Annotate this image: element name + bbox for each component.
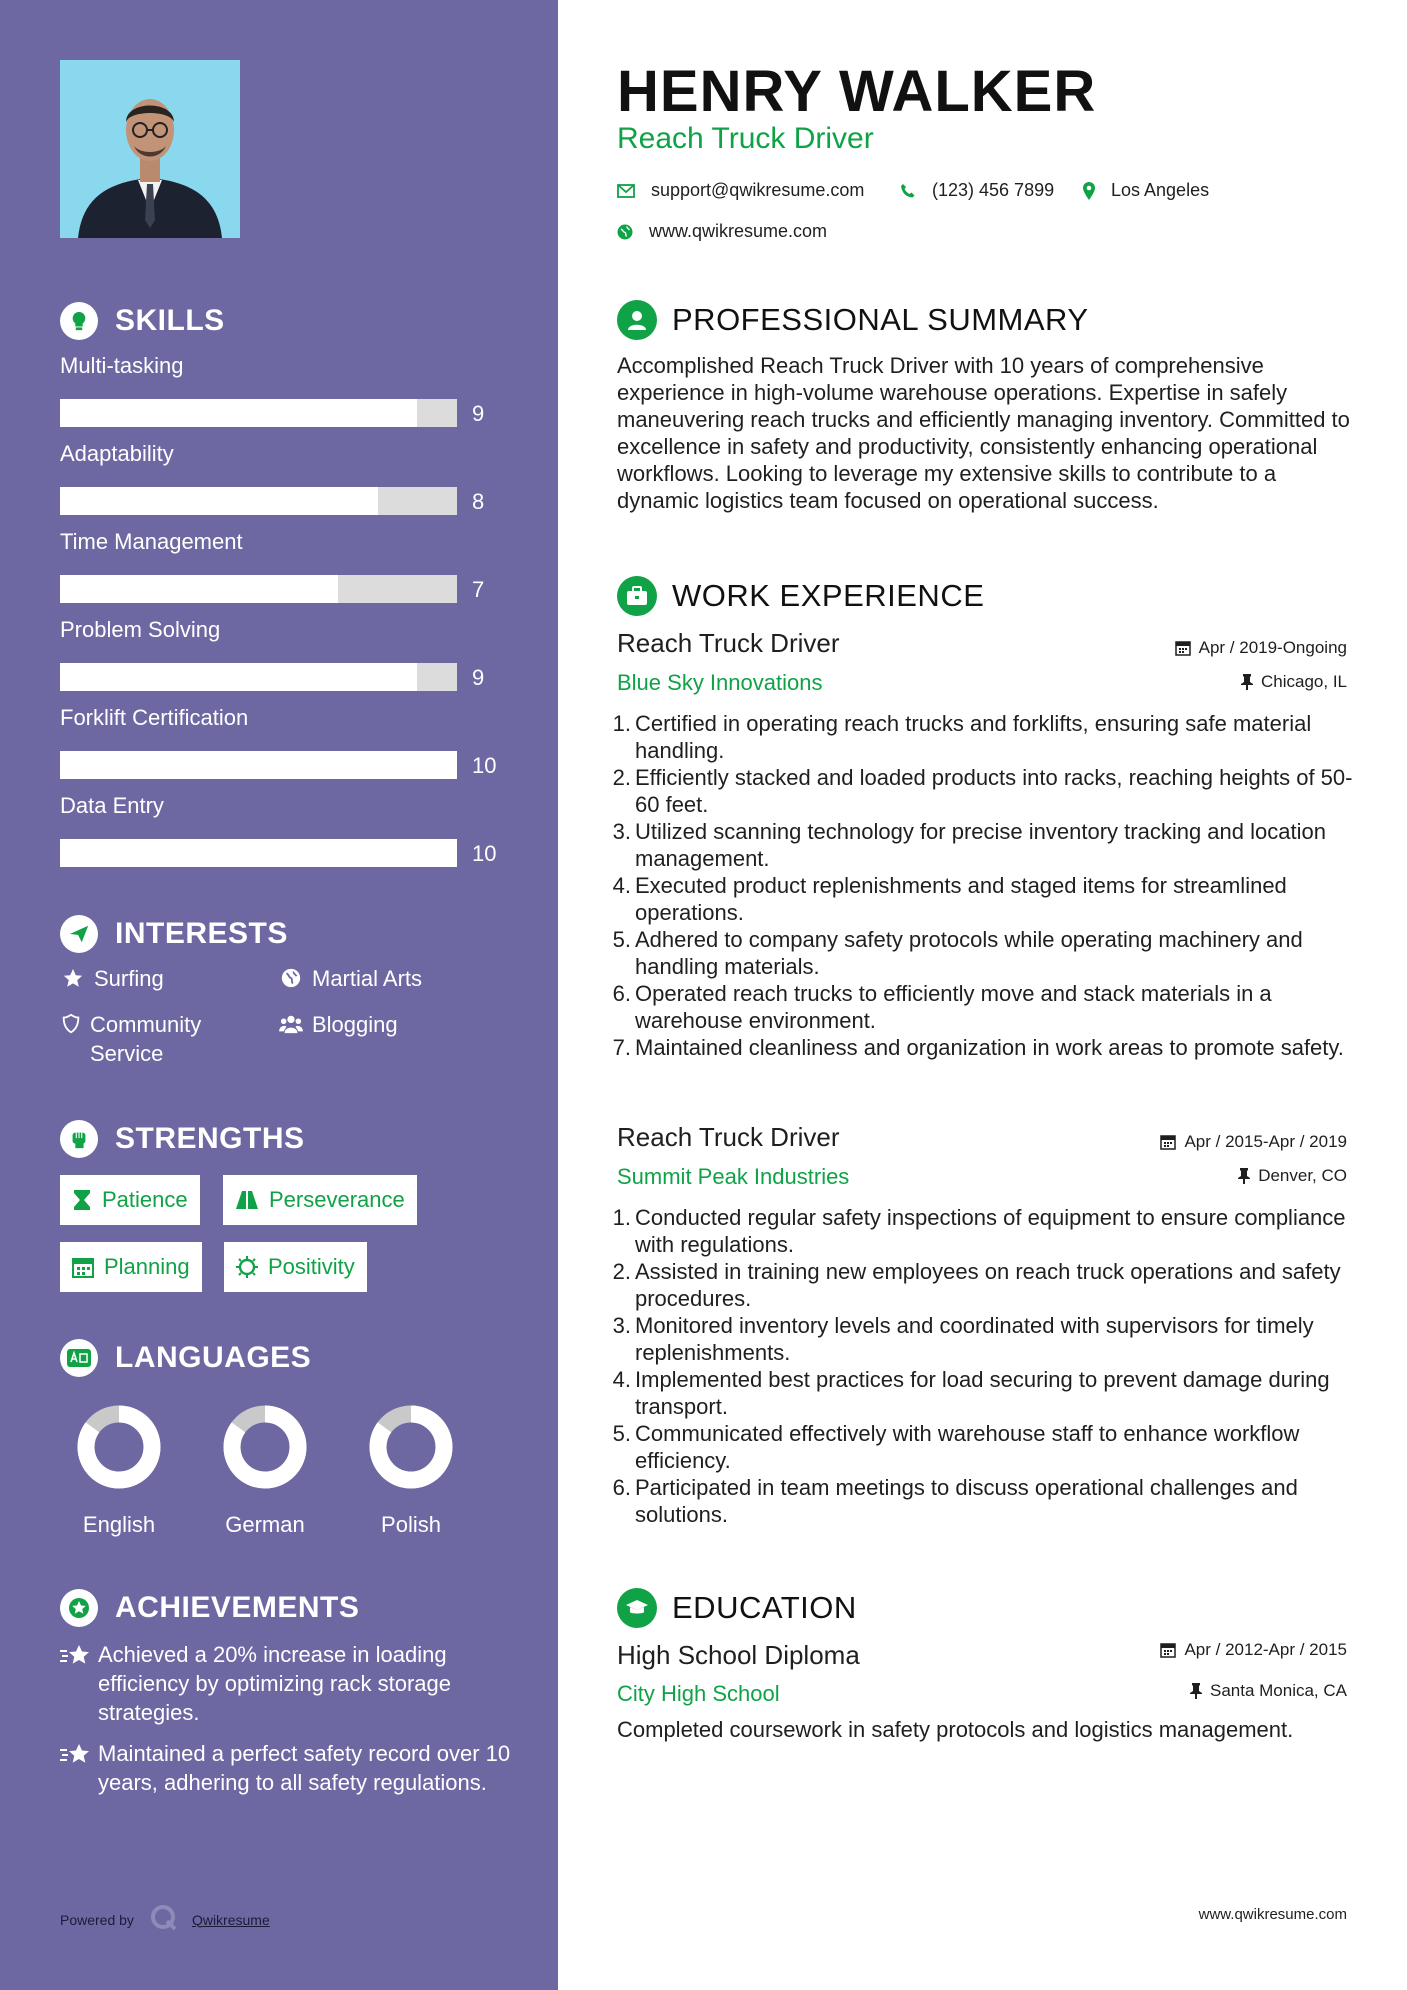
email-text[interactable]: support@qwikresume.com <box>651 180 865 200</box>
skill-level: 10 <box>472 753 497 778</box>
job-company: Summit Peak Industries <box>617 1164 850 1189</box>
skill-row <box>60 529 500 602</box>
skill-bar-fill <box>60 839 457 867</box>
duty-item: 4. Executed product replenishments and staged items for streamlined operations. <box>612 873 1287 925</box>
duty-item: 4. Implemented best practices for load securing to prevent damage during transport. <box>612 1367 1330 1419</box>
skill-name: Forklift Certification <box>60 705 249 730</box>
skill-bar-track <box>60 751 457 779</box>
language-name: Polish <box>381 1512 441 1537</box>
globe-icon <box>278 964 304 989</box>
skill-bar-fill <box>60 487 378 515</box>
duty-text: Certified in operating reach trucks and forklifts, ensuring safe material handling. <box>635 711 1312 763</box>
education-dates-text: Apr / 2012-Apr / 2015 <box>1184 1640 1347 1659</box>
job-title: Reach Truck Driver <box>617 1122 840 1152</box>
interest-label: Blogging <box>312 1012 398 1037</box>
skill-bar-fill <box>60 751 457 779</box>
skill-bar-track <box>60 839 457 867</box>
strength-tag <box>223 1175 417 1225</box>
calendar-icon <box>1160 1642 1176 1658</box>
skill-row <box>60 705 500 778</box>
interest-item <box>278 1010 398 1039</box>
job-title: Reach Truck Driver <box>617 628 840 658</box>
achievements-title: ACHIEVEMENTS <box>115 1591 360 1624</box>
calendar-icon <box>72 1256 94 1278</box>
education-school: City High School <box>617 1681 780 1706</box>
duty-text: Adhered to company safety protocols while operating machinery and handling materials. <box>635 927 1303 979</box>
fist-icon <box>60 1120 98 1158</box>
person-portrait <box>60 60 240 238</box>
contact-website <box>617 221 827 242</box>
skill-row <box>60 617 500 690</box>
calendar-icon <box>1160 1134 1176 1150</box>
shooting-star-icon <box>60 1739 98 1797</box>
job-dates-text: Apr / 2019-Ongoing <box>1198 638 1347 657</box>
interests-heading <box>60 915 288 953</box>
website-text[interactable]: www.qwikresume.com <box>649 221 828 241</box>
job-location <box>1238 1166 1347 1186</box>
duty-item: 5. Adhered to company safety protocols while operating machinery and handling materials. <box>612 927 1303 979</box>
shield-icon <box>60 1010 82 1035</box>
location-text: Los Angeles <box>1111 180 1210 200</box>
education-location <box>1190 1681 1347 1701</box>
interest-label: Community Service <box>90 1012 202 1066</box>
achievement-text: Achieved a 20% increase in loading efficiency by optimizing rack storage strategies. <box>98 1642 451 1725</box>
calendar-icon <box>1175 640 1191 656</box>
language-item <box>74 1402 164 1538</box>
skill-bar-track <box>60 399 457 427</box>
interest-item <box>60 964 164 993</box>
lightbulb-icon <box>60 302 98 340</box>
language-name: English <box>82 1512 156 1537</box>
duty-text: Efficiently stacked and loaded products into racks, reaching heights of 50-60 feet. <box>635 765 1353 817</box>
contact-location <box>1083 180 1209 201</box>
skills-heading <box>60 302 225 340</box>
skill-bar-fill <box>60 663 417 691</box>
skill-row <box>60 441 500 514</box>
duty-text: Communicated effectively with warehouse staff to enhance workflow efficiency. <box>635 1421 1300 1473</box>
job-dates-text: Apr / 2015-Apr / 2019 <box>1184 1132 1347 1151</box>
contact-phone <box>900 180 1054 201</box>
strength-tag <box>60 1175 200 1225</box>
languages-heading <box>60 1339 311 1377</box>
experience-title: WORK EXPERIENCE <box>672 578 985 613</box>
duty-item: 3. Utilized scanning technology for precise inventory tracking and location management. <box>612 819 1326 871</box>
duty-text: Executed product replenishments and staged items for streamlined operations. <box>635 873 1287 925</box>
candidate-name: HENRY WALKER <box>617 59 1097 124</box>
interest-label: Surfing <box>94 966 164 991</box>
job-dates <box>1175 638 1347 658</box>
map-pin-icon <box>1083 182 1095 200</box>
footer-website[interactable]: www.qwikresume.com <box>1198 1906 1347 1923</box>
skill-bar-track <box>60 487 457 515</box>
pushpin-icon <box>1190 1683 1202 1699</box>
skill-bar-track <box>60 575 457 603</box>
language-item <box>220 1402 310 1538</box>
skill-level: 9 <box>472 665 485 690</box>
strength-tag <box>60 1242 202 1292</box>
briefcase-icon <box>617 576 657 616</box>
globe-icon <box>617 224 633 240</box>
education-title: EDUCATION <box>672 1590 857 1625</box>
duty-item: 6. Operated reach trucks to efficiently move and stack materials in a warehouse environment. <box>612 981 1272 1033</box>
hourglass-icon <box>72 1189 92 1211</box>
education-dates <box>1160 1640 1347 1660</box>
duty-text: Utilized scanning technology for precise inventory tracking and location management. <box>635 819 1326 871</box>
duty-text: Participated in team meetings to discuss operational challenges and solutions. <box>635 1475 1298 1527</box>
summary-heading <box>617 300 1089 340</box>
skills-title: SKILLS <box>115 304 225 337</box>
language-ring <box>220 1402 310 1492</box>
phone-text: (123) 456 7899 <box>932 180 1055 200</box>
strengths-title: STRENGTHS <box>115 1122 305 1155</box>
strengths-heading <box>60 1120 305 1158</box>
strength-label: Perseverance <box>269 1187 405 1212</box>
profile-photo <box>60 60 240 238</box>
skill-name: Adaptability <box>60 441 174 466</box>
education-description: Completed coursework in safety protocols and logistics management. <box>617 1717 1294 1742</box>
languages-title: LANGUAGES <box>115 1341 312 1374</box>
achievement-item <box>60 1640 520 1727</box>
language-item <box>366 1402 456 1538</box>
skill-bar-fill <box>60 399 417 427</box>
candidate-role: Reach Truck Driver <box>617 122 874 155</box>
skill-level: 10 <box>472 841 497 866</box>
duty-item: 7. Maintained cleanliness and organization in work areas to promote safety. <box>612 1035 1344 1060</box>
strength-label: Positivity <box>268 1254 355 1279</box>
shooting-star-icon <box>60 1640 98 1727</box>
summary-text: Accomplished Reach Truck Driver with 10 years of comprehensive experience in high-volume warehouse operations. Expertise in safely maneuvering reach trucks and efficiently managing inventory. Committed to excellence in safety and productivity, consistently enhancing operational workflows. Looking to leverage my extensive skills to contribute to a dynamic logistics team focused on operational success. <box>617 353 1350 513</box>
skill-bar-fill <box>60 575 338 603</box>
job-location <box>1241 672 1347 692</box>
job-company: Blue Sky Innovations <box>617 670 823 695</box>
job-duties-list <box>612 1204 1355 1528</box>
interests-title: INTERESTS <box>115 917 288 950</box>
strength-label: Patience <box>102 1187 188 1212</box>
job-location-text: Chicago, IL <box>1261 672 1347 691</box>
award-star-icon <box>60 1589 98 1627</box>
skill-name: Problem Solving <box>60 617 221 642</box>
language-ring <box>74 1402 164 1492</box>
pushpin-icon <box>1241 674 1253 690</box>
skill-name: Multi-tasking <box>60 353 184 378</box>
users-icon <box>278 1010 304 1035</box>
pushpin-icon <box>1238 1168 1250 1184</box>
strength-label: Planning <box>104 1254 190 1279</box>
sun-icon <box>236 1256 258 1278</box>
skill-name: Data Entry <box>60 793 164 818</box>
achievements-heading <box>60 1589 359 1627</box>
skill-level: 8 <box>472 489 485 514</box>
graduation-cap-icon <box>617 1588 657 1628</box>
powered-by <box>60 1904 270 1935</box>
star-icon <box>60 964 86 989</box>
duty-item: 2. Assisted in training new employees on reach truck operations and safety procedures. <box>612 1259 1341 1311</box>
duty-item: 5. Communicated effectively with warehouse staff to enhance workflow efficiency. <box>612 1421 1300 1473</box>
skill-row <box>60 793 500 866</box>
achievement-text: Maintained a perfect safety record over 10 years, adhering to all safety regulations. <box>98 1741 511 1795</box>
duty-item: 6. Participated in team meetings to discuss operational challenges and solutions. <box>612 1475 1298 1527</box>
skill-level: 7 <box>472 577 485 602</box>
duty-item: 1. Certified in operating reach trucks and forklifts, ensuring safe material handling. <box>612 711 1312 763</box>
qwikresume-link[interactable]: Qwikresume <box>191 1911 270 1928</box>
strength-tag <box>224 1242 367 1292</box>
user-icon <box>617 300 657 340</box>
language-ring <box>366 1402 456 1492</box>
duty-text: Implemented best practices for load securing to prevent damage during transport. <box>635 1367 1330 1419</box>
duty-item: 1. Conducted regular safety inspections of equipment to ensure compliance with regulations. <box>612 1205 1346 1257</box>
duty-text: Operated reach trucks to efficiently move and stack materials in a warehouse environment. <box>635 981 1272 1033</box>
skill-level: 9 <box>472 401 485 426</box>
duty-item: 3. Monitored inventory levels and coordinated with supervisors for timely replenishments. <box>612 1313 1314 1365</box>
skill-name: Time Management <box>60 529 243 554</box>
envelope-icon <box>617 184 635 198</box>
contact-email <box>617 180 864 201</box>
duty-text: Monitored inventory levels and coordinated with supervisors for timely replenishments. <box>635 1313 1314 1365</box>
summary-title: PROFESSIONAL SUMMARY <box>672 302 1089 337</box>
duty-text: Conducted regular safety inspections of equipment to ensure compliance with regulations. <box>635 1205 1346 1257</box>
powered-by-label: Powered by <box>60 1911 134 1928</box>
job-location-text: Denver, CO <box>1258 1166 1347 1185</box>
education-heading <box>617 1588 857 1628</box>
qwikresume-logo-icon <box>150 1904 178 1935</box>
duty-text: Assisted in training new employees on reach truck operations and safety procedures. <box>635 1259 1341 1311</box>
phone-icon <box>900 183 916 199</box>
achievement-item <box>60 1739 520 1797</box>
interest-label: Martial Arts <box>312 966 423 991</box>
duty-text: Maintained cleanliness and organization in work areas to promote safety. <box>635 1035 1344 1060</box>
job-dates <box>1160 1132 1347 1152</box>
experience-heading <box>617 576 984 616</box>
road-icon <box>235 1190 259 1210</box>
sidebar <box>0 0 558 1990</box>
education-degree: High School Diploma <box>617 1640 860 1670</box>
skill-row <box>60 353 500 426</box>
duty-item: 2. Efficiently stacked and loaded products into racks, reaching heights of 50-60 feet. <box>612 765 1353 817</box>
education-location-text: Santa Monica, CA <box>1209 1681 1347 1700</box>
interest-item <box>60 1010 250 1068</box>
interest-item <box>278 964 422 993</box>
job-duties-list <box>612 710 1355 1061</box>
language-icon <box>60 1339 98 1377</box>
language-name: German <box>225 1512 305 1537</box>
skill-bar-track <box>60 663 457 691</box>
paper-plane-icon <box>60 915 98 953</box>
